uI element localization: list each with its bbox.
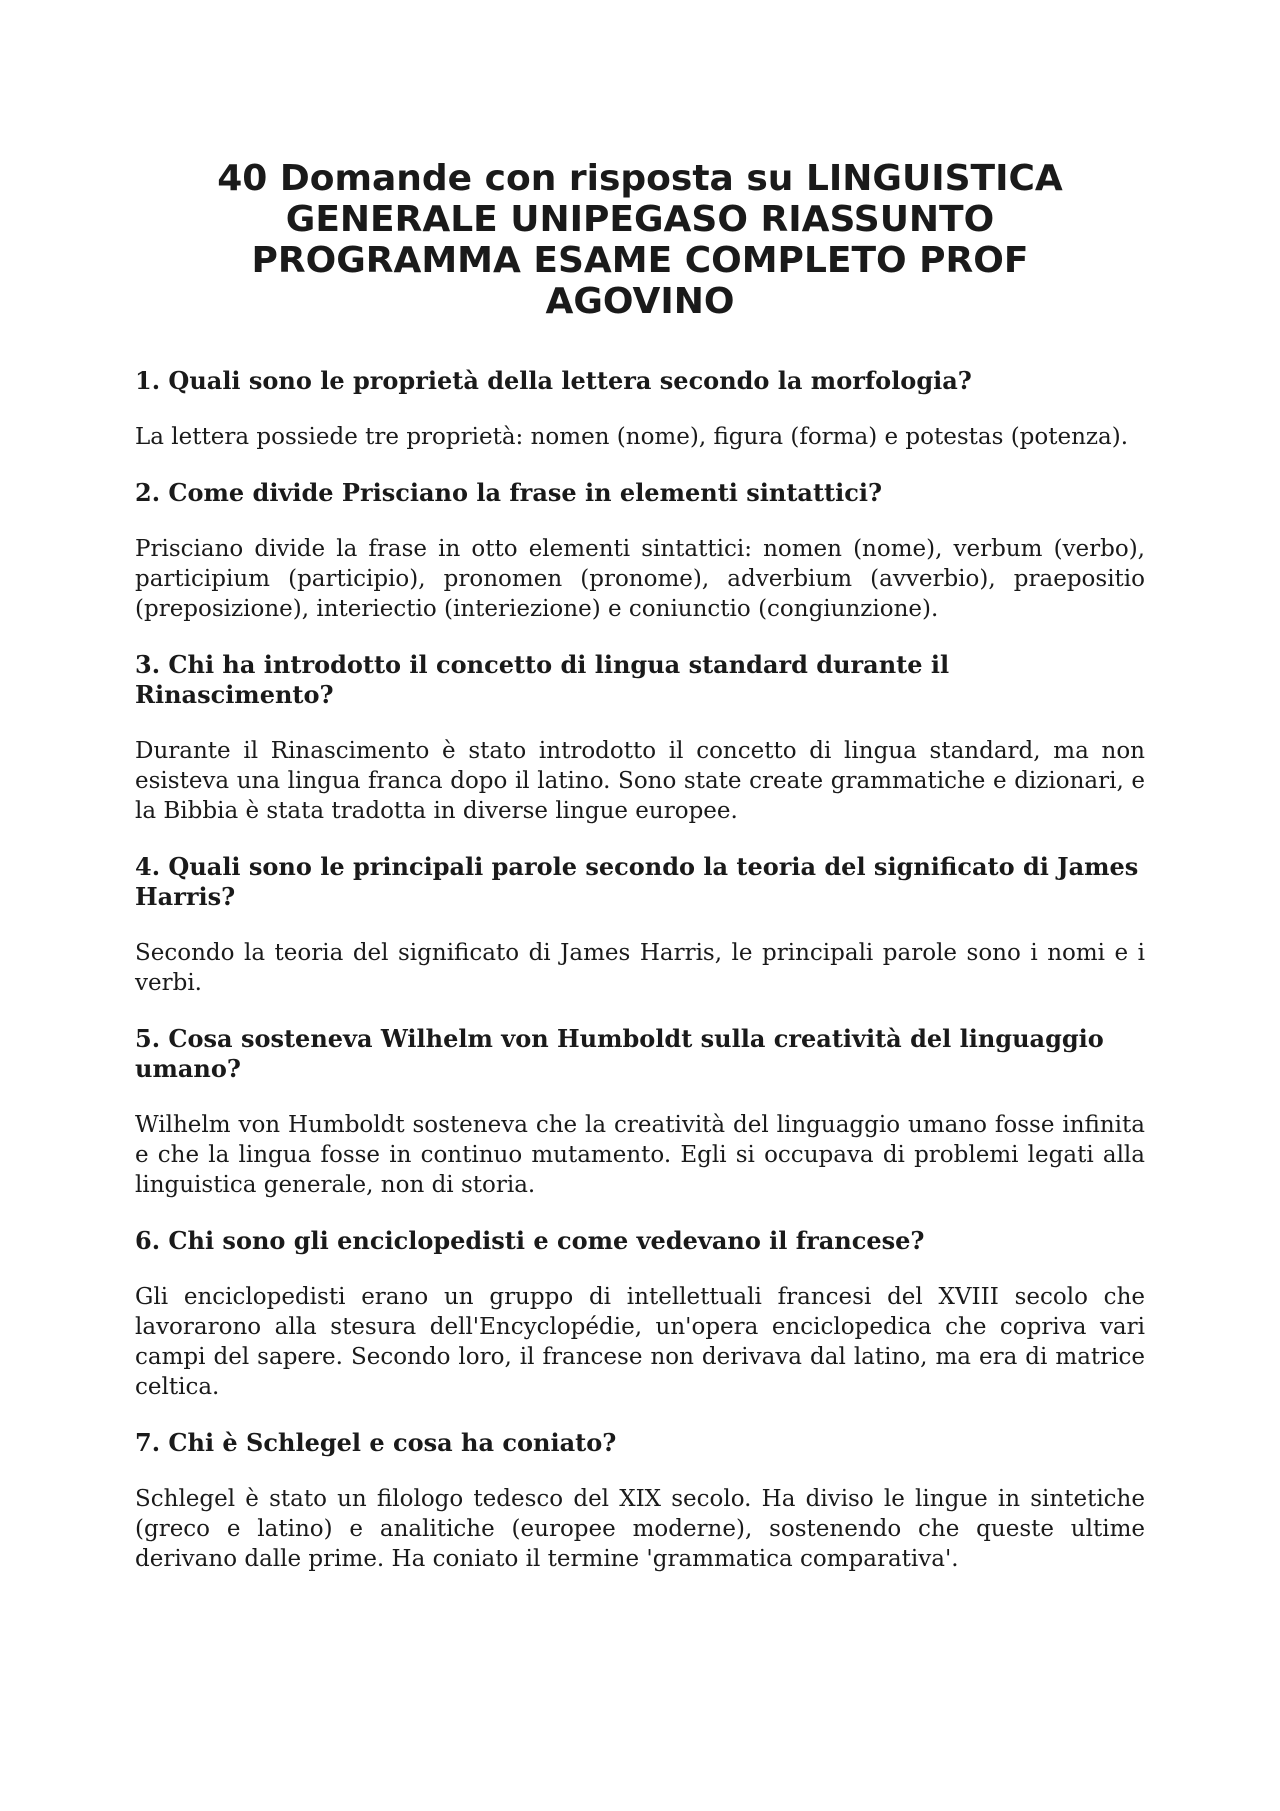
qa-item-3 [135,650,1145,826]
answer-7: Schlegel è stato un filologo tedesco del XIX secolo. Ha diviso le lingue in sintetiche (greco e latino) e analitiche (europee moderne), sostenendo che queste ultime derivano dalle prime. Ha coniato il termine 'grammatica comparativa'. [135,1486,1145,1572]
document-page [135,158,1145,1600]
document-title: 40 Domande con risposta su LINGUISTICA GENERALE UNIPEGASO RIASSUNTO PROGRAMMA ESAME COMPLETO PROF AGOVINO [217,158,1063,322]
qa-item-6 [135,1226,1145,1402]
question-1: 1. Quali sono le proprietà della lettera secondo la morfologia? [135,366,972,395]
question-5: 5. Cosa sosteneva Wilhelm von Humboldt sulla creatività del linguaggio umano? [135,1024,1104,1083]
qa-item-7 [135,1428,1145,1574]
answer-6: Gli enciclopedisti erano un gruppo di intellettuali francesi del XVIII secolo che lavorarono alla stesura dell'Encyclopédie, un'opera enciclopedica che copriva vari campi del sapere. Secondo loro, il francese non derivava dal latino, ma era di matrice celtica. [135,1284,1145,1400]
answer-1: La lettera possiede tre proprietà: nomen (nome), figura (forma) e potestas (potenza). [135,424,1129,450]
qa-item-5 [135,1024,1145,1200]
answer-2: Prisciano divide la frase in otto elementi sintattici: nomen (nome), verbum (verbo), participium (participio), pronomen (pronome), adverbium (avverbio), praepositio (preposizione), interiectio (interiezione) e coniunctio (congiunzione). [135,536,1145,622]
qa-item-4 [135,852,1145,998]
question-6: 6. Chi sono gli enciclopedisti e come vedevano il francese? [135,1226,925,1255]
answer-4: Secondo la teoria del significato di James Harris, le principali parole sono i nomi e i verbi. [135,940,1145,996]
question-4: 4. Quali sono le principali parole secondo la teoria del significato di James Harris? [135,852,1139,911]
answer-5: Wilhelm von Humboldt sosteneva che la creatività del linguaggio umano fosse infinita e che la lingua fosse in continuo mutamento. Egli si occupava di problemi legati alla linguistica generale, non di storia. [135,1112,1145,1198]
qa-item-2 [135,478,1145,624]
qa-item-1 [135,366,1145,452]
question-7: 7. Chi è Schlegel e cosa ha coniato? [135,1428,617,1457]
question-2: 2. Come divide Prisciano la frase in elementi sintattici? [135,478,883,507]
question-3: 3. Chi ha introdotto il concetto di lingua standard durante il Rinascimento? [135,650,950,709]
answer-3: Durante il Rinascimento è stato introdotto il concetto di lingua standard, ma non esisteva una lingua franca dopo il latino. Sono state create grammatiche e dizionari, e la Bibbia è stata tradotta in diverse lingue europee. [135,738,1145,824]
